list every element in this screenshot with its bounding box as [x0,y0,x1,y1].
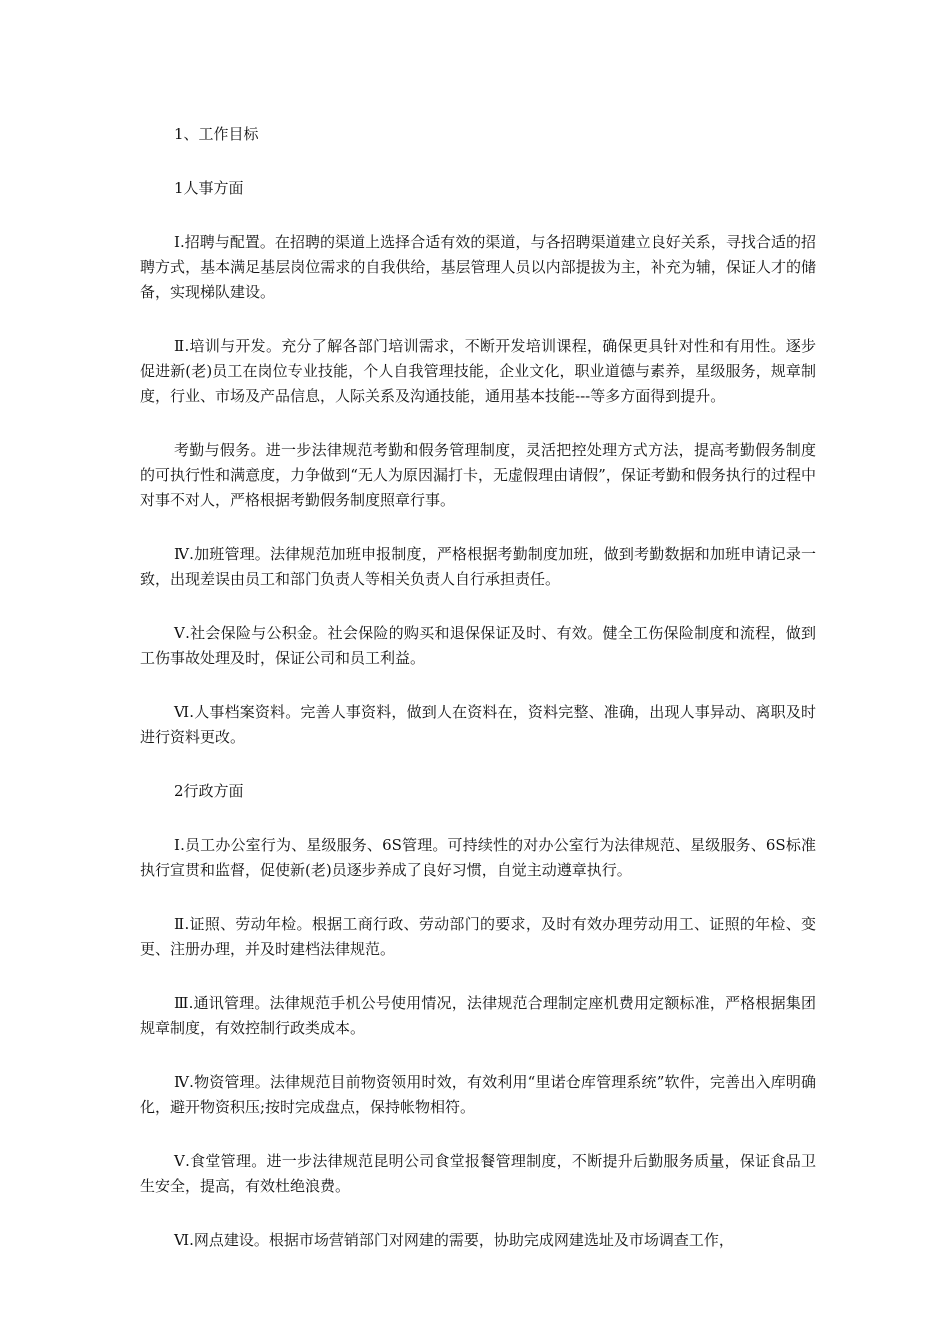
personnel-training-paragraph: Ⅱ.培训与开发。充分了解各部门培训需求，不断开发培训课程，确保更具针对性和有用性。逐步促进新(老)员工在岗位专业技能，个人自我管理技能，企业文化，职业道德与素养，星级服务，规章制度，行业、市场及产品信息，人际关系及沟通技能，通用基本技能---等多方面得到提升。 [140,337,816,405]
admin-office-conduct-paragraph: Ⅰ.员工办公室行为、星级服务、6S管理。可持续性的对办公室行为法律规范、星级服务、6S标准执行宣贯和监督，促使新(老)员逐步养成了良好习惯，自觉主动遵章执行。 [140,836,816,879]
personnel-insurance-paragraph: Ⅴ.社会保险与公积金。社会保险的购买和退保保证及时、有效。健全工伤保险制度和流程，做到工伤事故处理及时，保证公司和员工利益。 [140,624,816,667]
personnel-overtime-paragraph: Ⅳ.加班管理。法律规范加班申报制度，严格根据考勤制度加班，做到考勤数据和加班申请记录一致，出现差误由员工和部门负责人等相关负责人自行承担责任。 [140,545,816,588]
personnel-recruitment-paragraph: Ⅰ.招聘与配置。在招聘的渠道上选择合适有效的渠道，与各招聘渠道建立良好关系，寻找合适的招聘方式，基本满足基层岗位需求的自我供给，基层管理人员以内部提拔为主，补充为辅，保证人才的储备，实现梯队建设。 [140,233,816,301]
admin-canteen-paragraph: Ⅴ.食堂管理。进一步法律规范昆明公司食堂报餐管理制度，不断提升后勤服务质量，保证食品卫生安全，提高，有效杜绝浪费。 [140,1152,816,1195]
subsection-heading-administration: 2行政方面 [174,782,244,800]
admin-materials-paragraph: Ⅳ.物资管理。法律规范目前物资领用时效，有效利用“里诺仓库管理系统”软件，完善出入库明确化，避开物资积压;按时完成盘点，保持帐物相符。 [140,1073,816,1116]
admin-communication-paragraph: Ⅲ.通讯管理。法律规范手机公号使用情况，法律规范合理制定座机费用定额标准，严格根据集团规章制度，有效控制行政类成本。 [140,994,816,1037]
personnel-records-paragraph: Ⅵ.人事档案资料。完善人事资料，做到人在资料在，资料完整、准确，出现人事异动、离职及时进行资料更改。 [140,703,816,746]
personnel-attendance-paragraph: 考勤与假务。进一步法律规范考勤和假务管理制度，灵活把控处理方式方法，提高考勤假务制度的可执行性和满意度，力争做到“无人为原因漏打卡，无虚假理由请假”，保证考勤和假务执行的过程中对事不对人，严格根据考勤假务制度照章行事。 [140,441,816,509]
subsection-heading-personnel: 1人事方面 [174,179,244,197]
section-heading-work-goal: 1、工作目标 [174,125,259,143]
document-body [140,122,816,1253]
admin-network-paragraph: Ⅵ.网点建设。根据市场营销部门对网建的需要，协助完成网建选址及市场调查工作， [174,1231,734,1249]
admin-license-inspection-paragraph: Ⅱ.证照、劳动年检。根据工商行政、劳动部门的要求，及时有效办理劳动用工、证照的年检、变更、注册办理，并及时建档法律规范。 [140,915,816,958]
